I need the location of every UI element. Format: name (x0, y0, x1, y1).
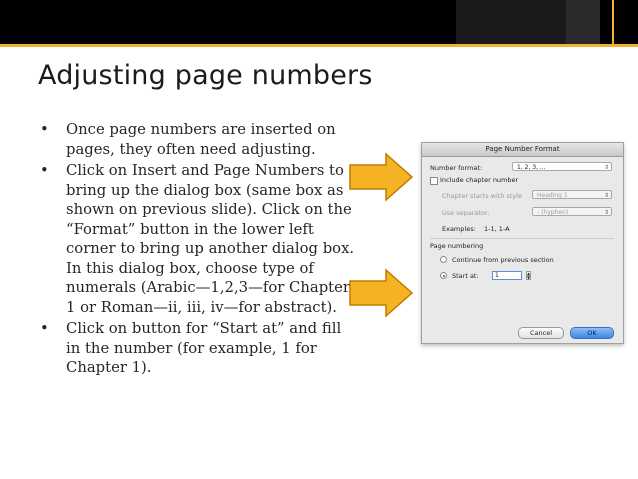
chapter-starts-select[interactable] (532, 190, 612, 199)
number-format-value: 1, 2, 3, ... (517, 164, 546, 171)
chevron-updown-icon: ⇕ (603, 209, 609, 216)
chevron-updown-icon: ⇕ (603, 164, 609, 171)
page-number-format-dialog (421, 142, 624, 344)
bullet-item (40, 161, 360, 317)
stepper-icon[interactable]: ▲ ▼ (527, 271, 531, 280)
accent-line (0, 44, 638, 47)
use-separator-label: Use separator: (442, 209, 490, 217)
use-separator-value: - (hyphen) (537, 209, 569, 216)
number-format-select[interactable] (512, 162, 612, 171)
use-separator-select[interactable] (532, 207, 612, 216)
bullet-text: Once page numbers are inserted on pages, they often need adjusting. (66, 121, 336, 158)
bullet-dot: • (40, 121, 49, 138)
right-arrow-icon (348, 152, 414, 202)
continue-radio[interactable] (440, 256, 447, 263)
bullet-text: Click on button for “Start at” and fill in the number (for example, 1 for Chapter 1). (66, 320, 342, 376)
arrow-shape (350, 270, 412, 316)
top-band-segment (566, 0, 600, 44)
include-chapter-checkbox[interactable] (430, 177, 438, 185)
chapter-starts-value: Heading 1 (537, 192, 568, 199)
examples-label: Examples: (442, 225, 476, 233)
top-band-segment (456, 0, 566, 44)
chapter-starts-label: Chapter starts with style (442, 192, 523, 200)
arrow-shape (350, 154, 412, 200)
bullet-list (40, 120, 360, 380)
ok-button[interactable]: OK (570, 327, 614, 339)
bullet-item (40, 120, 360, 159)
cancel-button[interactable]: Cancel (518, 327, 564, 339)
slide-title: Adjusting page numbers (38, 60, 373, 91)
chevron-updown-icon: ⇕ (603, 192, 609, 199)
bullet-item (40, 319, 360, 378)
continue-label: Continue from previous section (452, 256, 554, 264)
examples-value: 1-1, 1-A (484, 225, 510, 233)
start-at-input[interactable]: 1 (492, 271, 522, 280)
right-arrow-icon (348, 268, 414, 318)
top-band (0, 0, 638, 44)
accent-vertical-line (612, 0, 614, 44)
bullet-dot: • (40, 162, 49, 179)
top-band-segment (600, 0, 638, 44)
dialog-title: Page Number Format (422, 143, 623, 157)
include-chapter-label: Include chapter number (440, 176, 519, 184)
divider (430, 238, 614, 239)
page-numbering-label: Page numbering (430, 242, 484, 250)
start-at-radio[interactable] (440, 272, 447, 279)
number-format-label: Number format: (430, 164, 483, 172)
bullet-dot: • (40, 320, 49, 337)
bullet-text: Click on Insert and Page Numbers to bring up the dialog box (same box as shown on previous slide). Click on the “Format” button in the lower left corner to bring up another dialog box. In this dialog box, choose type of numerals (Arabic—1,2,3—for Chapter 1 or Roman—ii, iii, iv—for abstract). (66, 162, 355, 316)
start-at-label: Start at: (452, 272, 479, 280)
